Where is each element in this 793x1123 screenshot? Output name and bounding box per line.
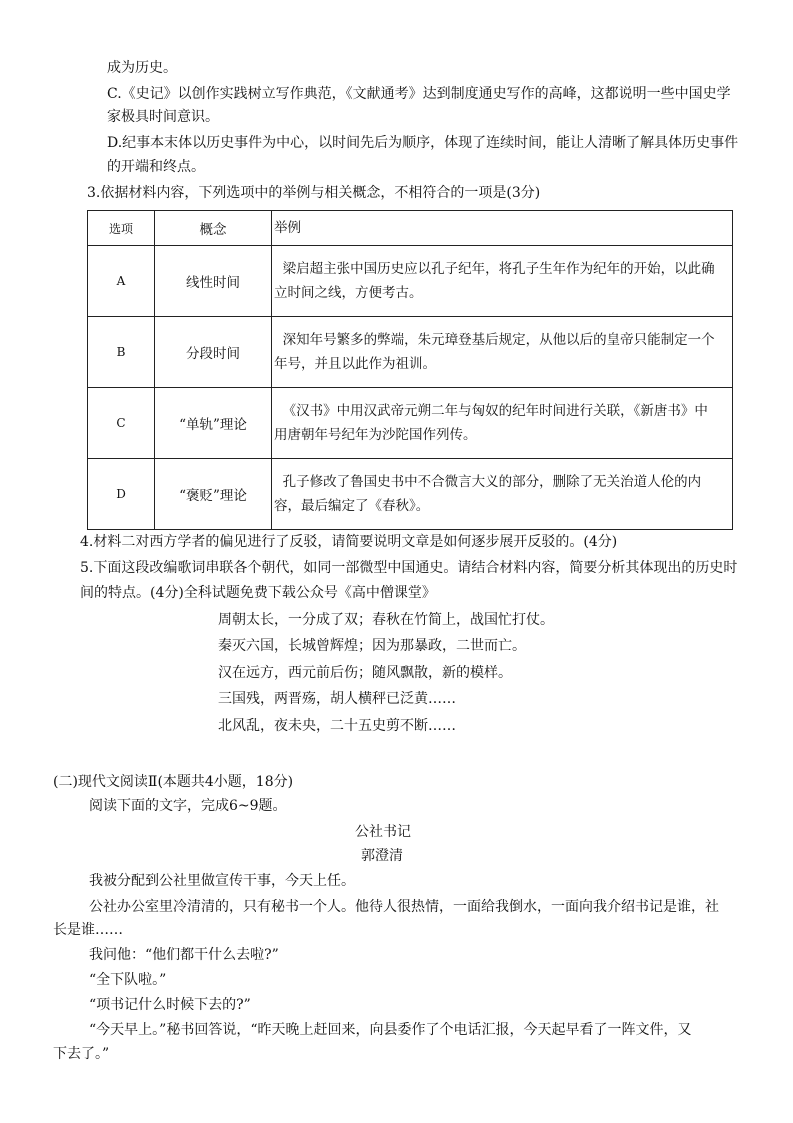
- example-line: 用唐朝年号纪年为沙陀国作列传。: [274, 427, 477, 443]
- row-example: [272, 317, 733, 388]
- table-row: [88, 459, 733, 530]
- row-option: B: [88, 317, 155, 388]
- row-concept: “单轨”理论: [155, 388, 272, 459]
- text-line: 成为历史。: [107, 60, 177, 76]
- story-author: 郭澄清: [361, 848, 403, 864]
- row-concept: “褒贬”理论: [155, 459, 272, 530]
- reading-instruction: 阅读下面的文字，完成6~9题。: [89, 798, 287, 814]
- story-dialogue: “今天早上。”秘书回答说，“昨天晚上赶回来，向县委作了个电话汇报，今天起早看了一阵文件，又: [89, 1022, 692, 1038]
- table-row: [88, 246, 733, 317]
- row-option: D: [88, 459, 155, 530]
- story-paragraph-continued: 长是谁……: [53, 922, 123, 938]
- lyric-line: 汉在远方，西元前后伤；随风飘散，新的模样。: [218, 665, 512, 681]
- example-line: 梁启超主张中国历史应以孔子纪年，将孔子生年作为纪年的开始，以此确: [274, 261, 715, 277]
- section-title: (二)现代文阅读Ⅱ(本题共4小题，18分): [53, 774, 294, 790]
- table-row: [88, 317, 733, 388]
- story-paragraph: 我被分配到公社里做宣传干事，今天上任。: [89, 873, 355, 889]
- row-option: A: [88, 246, 155, 317]
- lyric-line: 北风乱，夜未央，二十五史剪不断……: [218, 718, 456, 734]
- example-line: 孔子修改了鲁国史书中不合微言大义的部分，删除了无关治道人伦的内: [274, 474, 702, 490]
- example-line: 深知年号繁多的弊端，朱元璋登基后规定，从他以后的皇帝只能制定一个: [274, 332, 715, 348]
- example-line: 年号，并且以此作为祖训。: [274, 356, 436, 372]
- table-header-row: [88, 211, 733, 246]
- lyric-line: 周朝太长，一分成了双；春秋在竹简上，战国忙打仗。: [218, 612, 554, 628]
- row-concept: 线性时间: [155, 246, 272, 317]
- example-line: 立时间之线，方便考古。: [274, 285, 423, 301]
- option-c-line: C.《史记》以创作实践树立写作典范，《文献通考》达到制度通史写作的高峰，这都说明一些中国史学: [107, 86, 731, 102]
- row-example: [272, 246, 733, 317]
- question-5-continued: 间的特点。(4分)全科试题免费下载公众号《高中僧课堂》: [80, 585, 436, 601]
- header-concept: 概念: [155, 211, 272, 246]
- story-dialogue-continued: 下去了。”: [53, 1046, 110, 1062]
- option-d-line: D.纪事本末体以历史事件为中心，以时间先后为顺序，体现了连续时间，能让人清晰了解具体历史事件: [107, 135, 739, 151]
- story-title: 公社书记: [355, 824, 411, 840]
- example-line: 《汉书》中用汉武帝元朔二年与匈奴的纪年时间进行关联，《新唐书》中: [274, 403, 708, 419]
- row-example: [272, 459, 733, 530]
- row-option: C: [88, 388, 155, 459]
- story-paragraph: 公社办公室里冷清清的，只有秘书一个人。他待人很热情，一面给我倒水，一面向我介绍书记是谁，社: [89, 899, 719, 915]
- lyric-line: 秦灭六国，长城曾辉煌；因为那暴政，二世而亡。: [218, 638, 526, 654]
- header-example: 举例: [272, 211, 733, 246]
- story-dialogue: 我问他：“他们都干什么去啦?”: [89, 947, 279, 963]
- text-line: 的开端和终点。: [107, 159, 205, 175]
- header-option: 选项: [88, 211, 155, 246]
- row-concept: 分段时间: [155, 317, 272, 388]
- story-dialogue: “全下队啦。”: [89, 972, 167, 988]
- example-line: 容，最后编定了《春秋》。: [274, 498, 430, 514]
- row-example: [272, 388, 733, 459]
- story-dialogue: “项书记什么时候下去的?”: [89, 997, 251, 1013]
- options-table: [87, 210, 733, 530]
- table-row: [88, 388, 733, 459]
- lyric-line: 三国残，两晋殇，胡人横秤已泛黄……: [218, 691, 456, 707]
- question-5: 5.下面这段改编歌词串联各个朝代，如同一部微型中国通史。请结合材料内容，简要分析其体现出的历史时: [80, 560, 738, 576]
- question-4: 4.材料二对西方学者的偏见进行了反驳，请简要说明文章是如何逐步展开反驳的。(4分): [80, 534, 618, 550]
- text-line: 家极具时间意识。: [107, 109, 219, 125]
- question-3: 3.依据材料内容，下列选项中的举例与相关概念，不相符合的一项是(3分): [87, 185, 541, 201]
